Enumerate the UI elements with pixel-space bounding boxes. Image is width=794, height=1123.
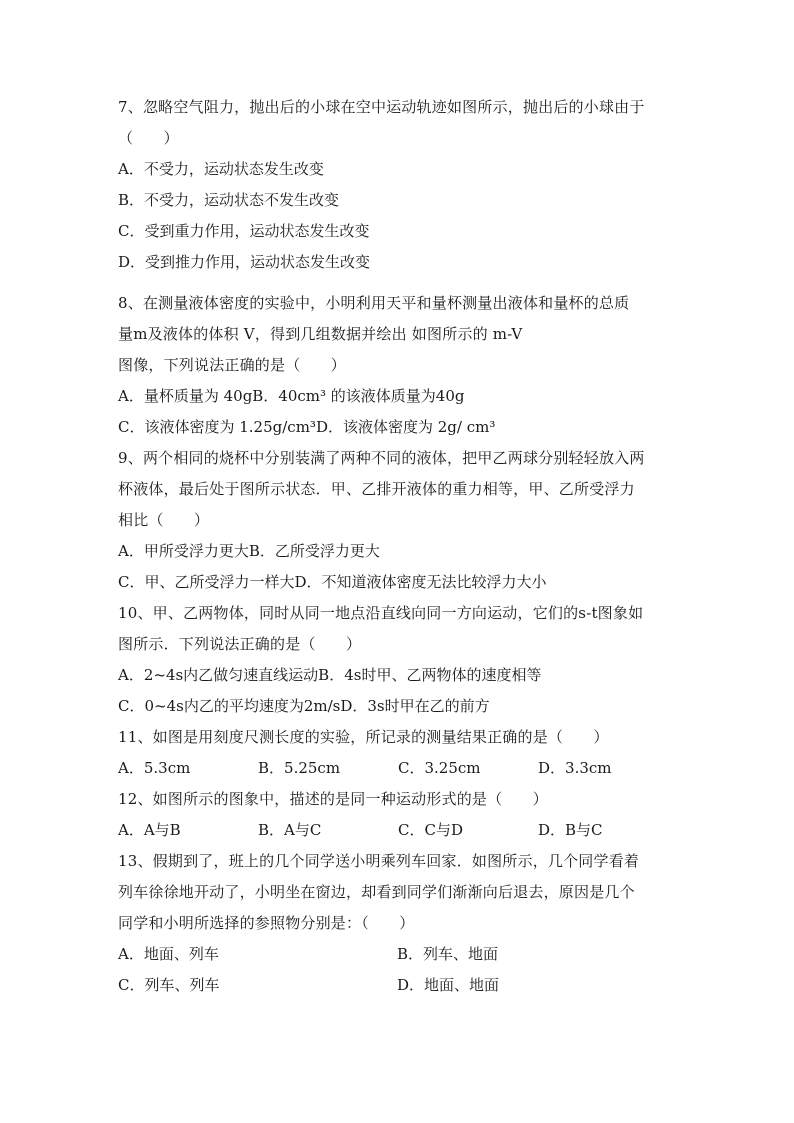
- option-cd: C．该液体密度为 1.25g/cm³D．该液体密度为 2g/ cm³: [118, 418, 496, 436]
- question-text-line: 图像，下列说法正确的是（ ）: [118, 356, 347, 374]
- question-13: [118, 846, 678, 1001]
- question-text-line: 10、甲、乙两物体，同时从同一地点沿直线向同一方向运动，它们的s-t图象如: [118, 604, 644, 622]
- options-row: [118, 815, 678, 846]
- option-ab: A．量杯质量为 40gB．40cm³ 的该液体质量为40g: [118, 387, 465, 405]
- question-text-line: （ ）: [118, 129, 179, 147]
- question-text-line: 8、在测量液体密度的实验中，小明利用天平和量杯测量出液体和量杯的总质: [118, 294, 630, 312]
- option-b: B．A与C: [258, 821, 322, 839]
- option-ab: A．甲所受浮力更大B．乙所受浮力更大: [118, 542, 380, 560]
- option-b: B．5.25cm: [258, 759, 341, 777]
- question-10: [118, 598, 678, 722]
- option-b: B．不受力，运动状态不发生改变: [118, 191, 340, 209]
- option-ab: A．2~4s内乙做匀速直线运动B．4s时甲、乙两物体的速度相等: [118, 666, 542, 684]
- question-text-line: 相比（ ）: [118, 511, 210, 529]
- option-d: D．B与C: [538, 821, 603, 839]
- option-c: C．列车、列车: [118, 976, 220, 994]
- option-d: D．地面、地面: [397, 976, 500, 994]
- question-text-line: 杯液体，最后处于图所示状态．甲、乙排开液体的重力相等，甲、乙所受浮力: [118, 480, 635, 498]
- options-row: [118, 970, 678, 1001]
- question-8: [118, 288, 678, 443]
- option-a: A．5.3cm: [118, 759, 191, 777]
- question-text-line: 图所示．下列说法正确的是（ ）: [118, 635, 362, 653]
- question-text-line: 量m及液体的体积 V，得到几组数据并绘出 如图所示的 m-V: [118, 325, 523, 343]
- question-text-line: 13、假期到了，班上的几个同学送小明乘列车回家．如图所示，几个同学看着: [118, 852, 640, 870]
- question-text-line: 7、忽略空气阻力，抛出后的小球在空中运动轨迹如图所示，抛出后的小球由于: [118, 98, 645, 116]
- question-text-line: 12、如图所示的图象中，描述的是同一种运动形式的是（ ）: [118, 790, 548, 808]
- options-row: [118, 939, 678, 970]
- question-11: [118, 722, 678, 784]
- option-a: A．A与B: [118, 821, 181, 839]
- option-c: C．3.25cm: [398, 759, 481, 777]
- question-9: [118, 443, 678, 598]
- exam-page: [118, 92, 678, 1001]
- question-7: [118, 92, 678, 278]
- option-c: C．受到重力作用，运动状态发生改变: [118, 222, 370, 240]
- question-text-line: 9、两个相同的烧杯中分别装满了两种不同的液体，把甲乙两球分别轻轻放入两: [118, 449, 645, 467]
- option-b: B．列车、地面: [397, 945, 499, 963]
- question-text-line: 列车徐徐地开动了，小明坐在窗边，却看到同学们渐渐向后退去，原因是几个: [118, 883, 635, 901]
- option-d: D．3.3cm: [538, 759, 612, 777]
- question-text-line: 同学和小明所选择的参照物分别是：（ ）: [118, 914, 415, 932]
- option-cd: C．0~4s内乙的平均速度为2m/sD．3s时甲在乙的前方: [118, 697, 490, 715]
- option-a: A．不受力，运动状态发生改变: [118, 160, 324, 178]
- question-text-line: 11、如图是用刻度尺测长度的实验，所记录的测量结果正确的是（ ）: [118, 728, 609, 746]
- question-12: [118, 784, 678, 846]
- option-a: A．地面、列车: [118, 945, 219, 963]
- option-d: D．受到推力作用，运动状态发生改变: [118, 253, 371, 271]
- option-cd: C．甲、乙所受浮力一样大D．不知道液体密度无法比较浮力大小: [118, 573, 547, 591]
- option-c: C．C与D: [398, 821, 463, 839]
- options-row: [118, 753, 678, 784]
